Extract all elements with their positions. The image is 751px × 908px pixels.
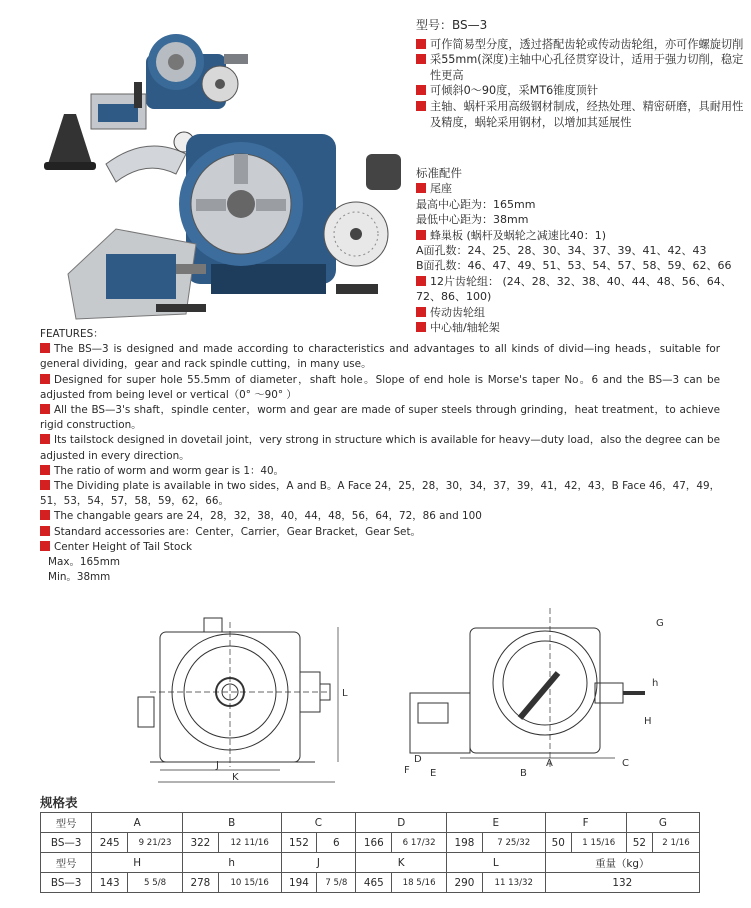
feature-item: The changable gears are 24，28，32，38，40，44，48，56，64，72，86 and 100	[40, 509, 720, 524]
front-view-drawing	[130, 612, 360, 790]
model-line: 型号：BS—3	[416, 18, 488, 32]
feature-item: The Dividing plate is available in two sides，A and B。A Face 24，25，28，30，34，37，39，41，42，43，B Face 46，47，49，51，53，54，57，58，59，62，66。	[40, 480, 720, 508]
dim-label: A	[546, 758, 553, 769]
big-dividing-head	[179, 134, 401, 294]
cone-center	[44, 114, 96, 170]
feature-min: Min。38mm	[48, 571, 111, 584]
feature-item: Center Height of Tail Stock	[40, 540, 720, 555]
bullet-icon	[416, 39, 426, 49]
accessory-item: 12片齿轮组： (24、28、32、38、40、44、48、56、64、72、86、100)	[416, 274, 732, 304]
bullet-icon	[40, 510, 50, 520]
accessory-item: 尾座	[416, 181, 748, 196]
accessory-detail: 最高中心距为：165mm	[416, 197, 536, 211]
accessory-detail: B面孔数：46、47、49、51、53、54、57、58、59、62、66	[416, 259, 732, 273]
feature-item: The BS—3 is designed and made according to characteristics and advantages to all kinds of divid—ing heads，suitable for general dividing，gear and rack spindle cutting，in many use。	[40, 343, 720, 371]
bullet-icon	[40, 343, 50, 353]
spec-table	[40, 812, 700, 893]
dim-label: E	[430, 768, 437, 779]
dim-label: D	[414, 754, 422, 765]
features-english	[40, 327, 720, 585]
bullet-icon	[40, 434, 50, 444]
table-header-row: 型号 A B C D E F G	[41, 813, 700, 833]
bullet-icon	[40, 480, 50, 490]
bullet-icon	[40, 541, 50, 551]
accessory-item: 中心轴/轴轮架	[416, 320, 748, 335]
dim-label: J	[216, 760, 219, 771]
bullet-icon	[416, 183, 426, 193]
small-dividing-head	[146, 34, 248, 109]
accessories-block	[416, 166, 748, 335]
bullet-icon	[416, 54, 426, 64]
side-view-drawing	[400, 608, 670, 788]
bullet-icon	[40, 465, 50, 475]
dim-label: F	[404, 765, 410, 776]
bullet-icon	[416, 307, 426, 317]
dim-label: H	[644, 716, 652, 727]
bullet-icon	[416, 276, 426, 286]
accessory-detail: 最低中心距为：38mm	[416, 213, 529, 227]
table-row: BS—3 143 5 5/8 278 10 15/16 194 7 5/8 465 18 5/16 290 11 13/32 132	[41, 873, 700, 893]
feature-item: All the BS—3's shaft，spindle center，worm and gear are made of super steels through grinding，heat treatment，to achieve rigid construction。	[40, 404, 720, 432]
dim-label: h	[652, 678, 659, 689]
bullet-icon	[416, 85, 426, 95]
bullet-icon	[416, 230, 426, 240]
feature-item: Its tailstock designed in dovetail joint，very strong in structure which is available for heavy—duty load，also the degree can be adjusted in every direction。	[40, 434, 720, 462]
bullet-icon	[416, 101, 426, 111]
chinese-feature-block	[416, 18, 748, 130]
cn-feature: 采55mm(深度)主轴中心孔径贯穿设计，适用于强力切削，稳定性更高	[416, 52, 748, 83]
dim-label: B	[520, 768, 527, 779]
feature-item: The ratio of worm and worm gear is 1：40。	[40, 464, 720, 479]
dim-label: G	[656, 618, 664, 629]
bullet-icon	[40, 526, 50, 536]
dim-label: L	[342, 688, 348, 699]
cn-feature: 主轴、蜗杆采用高级钢材制成，经热处理、精密研磨，具耐用性及精度，蜗轮采用钢材，以增加其延展性	[416, 99, 748, 130]
feature-max: Max。165mm	[48, 556, 120, 569]
small-tailstock	[91, 82, 146, 129]
accessories-title: 标准配件	[416, 166, 462, 180]
gear-bracket	[106, 132, 194, 182]
bullet-icon	[40, 374, 50, 384]
accessory-detail: A面孔数：24、25、28、30、34、37、39、41、42、43	[416, 244, 707, 258]
dim-label: K	[232, 772, 239, 783]
product-photo	[36, 14, 416, 332]
feature-item: Designed for super hole 55.5mm of diameter，shaft hole。Slope of end hole is Morse's taper No。6 and the BS—3 can be adjusted from being level or vertical（0° ～90° ）	[40, 373, 720, 401]
table-header-row: 型号 H h J K L 重量（kg）	[41, 853, 700, 873]
accessory-item: 蜂巢板 (蜗杆及蜗轮之减速比40：1)	[416, 228, 748, 243]
dim-label: C	[622, 758, 629, 769]
bullet-icon	[40, 404, 50, 414]
cn-feature: 可作简易型分度，透过搭配齿轮或传动齿轮组，亦可作螺旋切削	[416, 37, 748, 53]
features-heading: FEATURES：	[40, 328, 104, 340]
spec-title: 规格表	[40, 795, 78, 810]
accessory-item: 传动齿轮组	[416, 305, 748, 320]
cn-feature: 可倾斜0～90度，采MT6锥度顶针	[416, 83, 748, 99]
feature-item: Standard accessories are：Center，Carrier，Gear Bracket，Gear Set。	[40, 525, 720, 540]
big-tailstock	[68, 229, 206, 319]
table-row: BS—3 245 9 21/23 322 12 11/16 152 6 166 6 17/32 198 7 25/32 50 1 15/16 52 2 1/16	[41, 833, 700, 853]
